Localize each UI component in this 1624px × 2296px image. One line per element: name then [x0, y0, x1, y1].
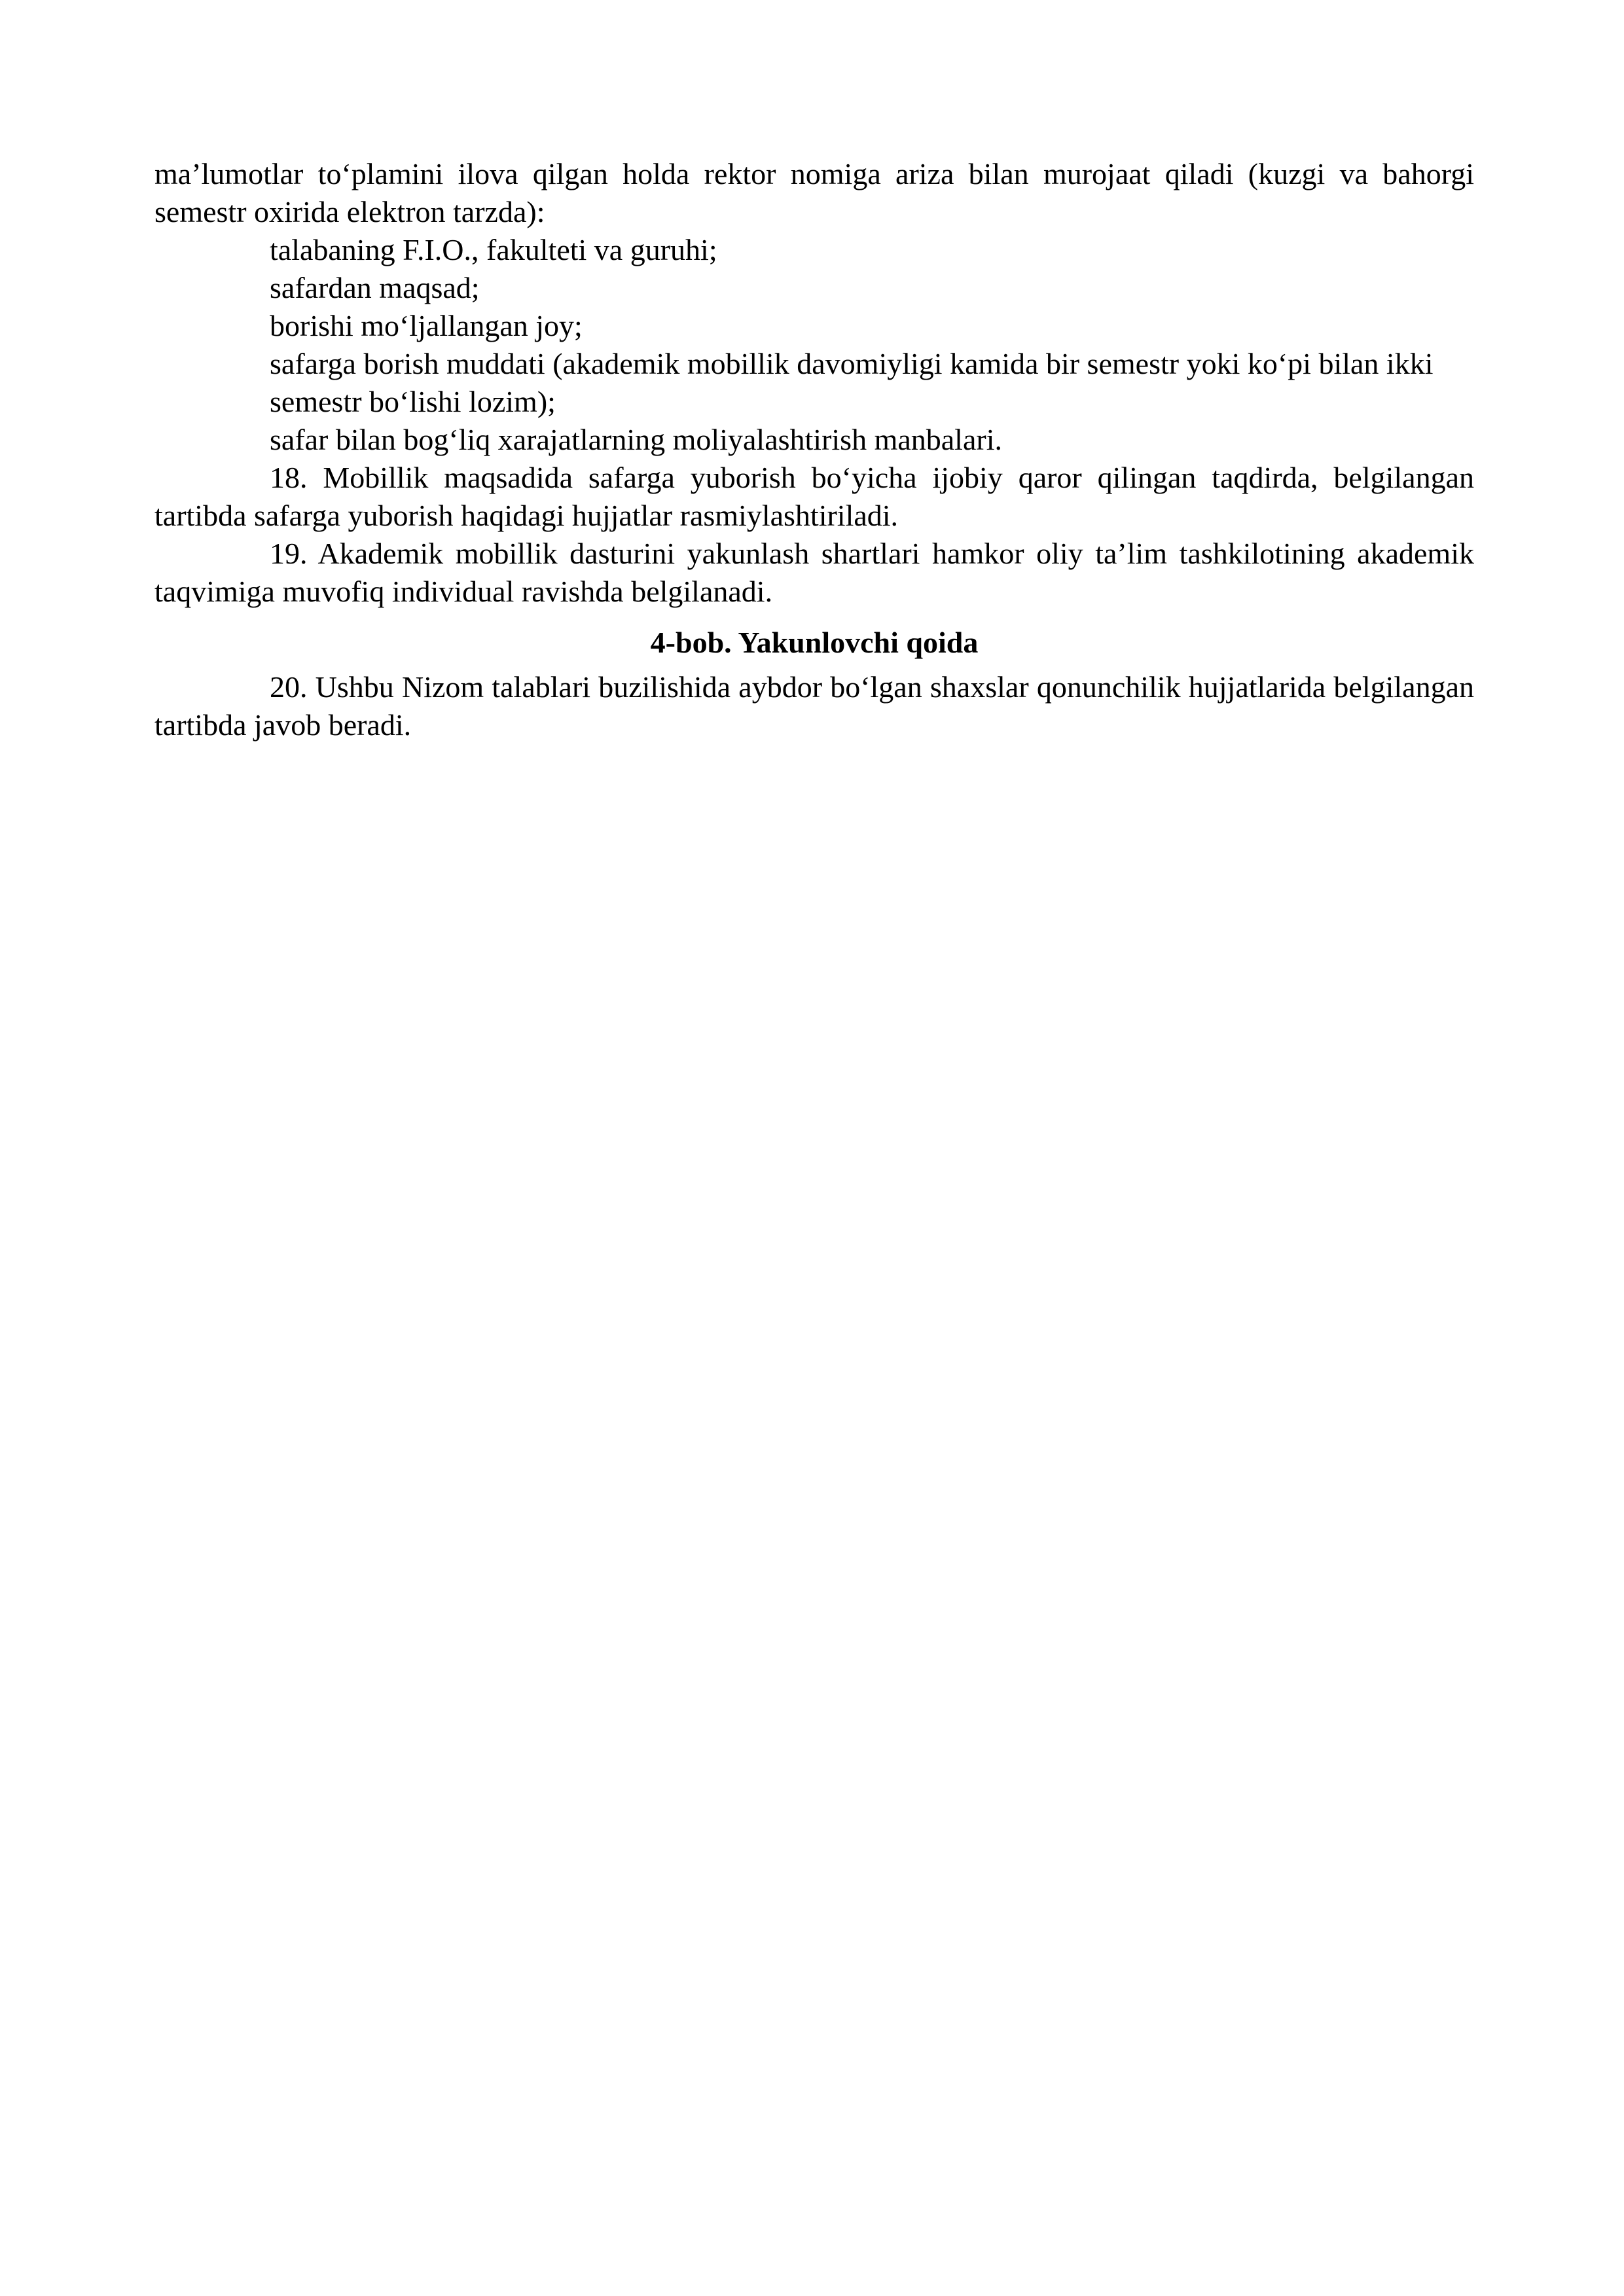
list-item-destination: borishi mo‘ljallangan joy;	[270, 309, 583, 342]
list-item-funding-sources: safar bilan bog‘liq xarajatlarning moliyalashtirish manbalari.	[270, 423, 1002, 456]
paragraph-19: 19. Akademik mobillik dasturini yakunlash shartlari hamkor oliy ta’lim tashkilotining akademik taqvimiga muvofiq individual ravishda belgilanadi.	[154, 537, 1474, 608]
list-item-student-info: talabaning F.I.O., fakulteti va guruhi;	[270, 233, 717, 266]
paragraph-20: 20. Ushbu Nizom talablari buzilishida aybdor bo‘lgan shaxslar qonunchilik hujjatlarida belgilangan tartibda javob beradi.	[154, 670, 1474, 742]
application-details-list	[154, 231, 1474, 459]
chapter-4-heading: 4-bob. Yakunlovchi qoida	[650, 626, 979, 659]
list-item-trip-duration: safarga borish muddati (akademik mobillik davomiyligi kamida bir semestr yoki ko‘pi bilan ikki semestr bo‘lishi lozim);	[270, 347, 1434, 418]
opening-paragraph: ma’lumotlar to‘plamini ilova qilgan holda rektor nomiga ariza bilan murojaat qiladi (kuzgi va bahorgi semestr oxirida elektron tarzda):	[154, 157, 1474, 228]
list-item-trip-purpose: safardan maqsad;	[270, 271, 480, 304]
paragraph-18: 18. Mobillik maqsadida safarga yuborish bo‘yicha ijobiy qaror qilingan taqdirda, belgilangan tartibda safarga yuborish haqidagi hujjatlar rasmiylashtiriladi.	[154, 461, 1474, 532]
document-page	[154, 155, 1474, 744]
